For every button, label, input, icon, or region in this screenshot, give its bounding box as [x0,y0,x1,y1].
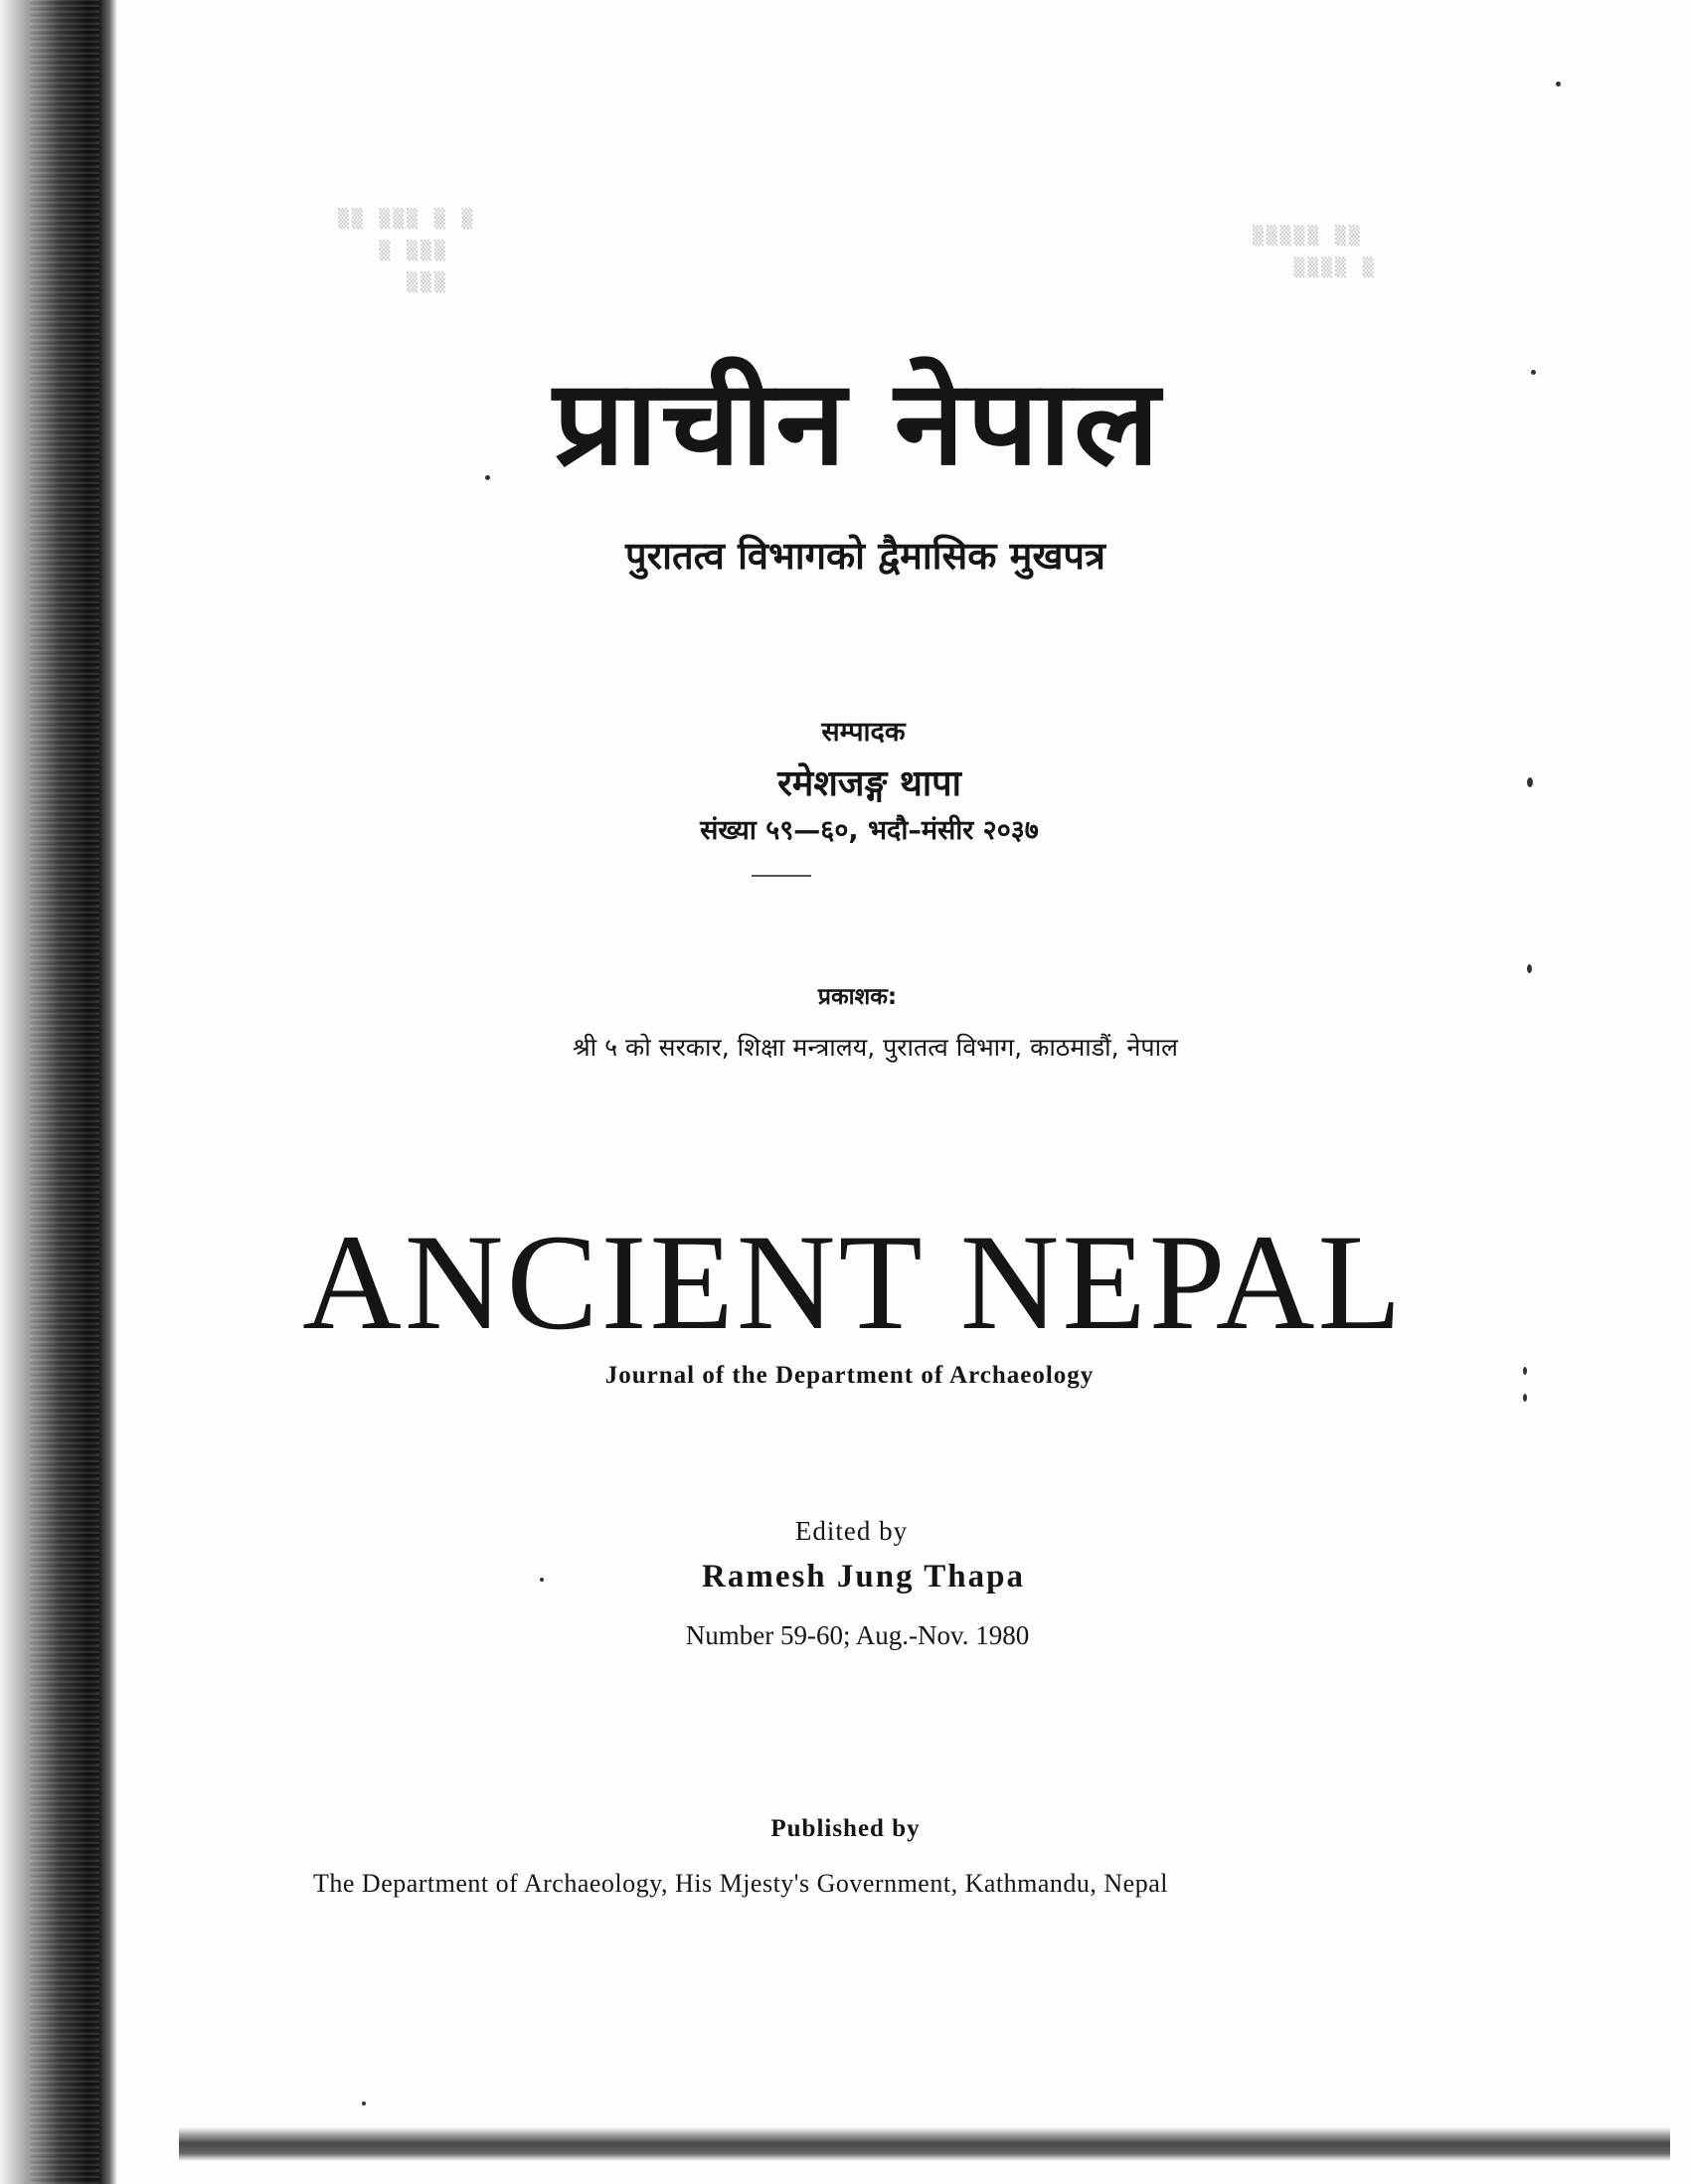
publisher-nepali: श्री ५ को सरकार, शिक्षा मन्त्रालय, पुरातत्व विभाग, काठमाडौं, नेपाल [572,1033,1178,1062]
scan-speck [485,475,490,480]
journal-subtitle: Journal of the Department of Archaeology [604,1362,1095,1389]
published-by-label: Published by [770,1815,921,1842]
editor-name: Ramesh Jung Thapa [702,1559,1025,1595]
journal-subtitle-nepali: पुरातत्व विभागको द्वैमासिक मुखपत्र [625,534,1105,578]
scan-speck [540,1578,544,1582]
faded-library-stamp: ▒▒▒▒▒ ▒▒ ▒▒▒▒ ▒ [1253,226,1377,278]
publisher-label-nepali: प्रकाशक: [817,984,898,1010]
issue-info: Number 59-60; Aug.-Nov. 1980 [685,1620,1030,1650]
scan-speck [1523,1367,1527,1375]
edited-by-label: Edited by [794,1516,909,1546]
editor-name-nepali: रमेशजङ्ग थापा [777,763,961,804]
scan-speck [1527,964,1532,973]
publisher: The Department of Archaeology, His Mjesty's Government, Kathmandu, Nepal [313,1869,1168,1898]
issue-info-nepali: संख्या ५९—६०, भदौ–मंसीर २०३७ [700,815,1039,846]
scan-speck [1523,1394,1527,1402]
faded-library-stamp: ▒▒ ▒▒▒ ▒ ▒ ▒ ▒▒▒ ▒▒▒ [338,209,476,293]
scan-noise [30,0,99,2184]
scanned-bottom-edge [179,2127,1670,2161]
scan-speck [1531,370,1536,375]
journal-title-nepali: प्राचीन नेपाल [553,354,1162,491]
scan-speck [1527,777,1533,787]
editor-label-nepali: सम्पादक [821,717,906,748]
scan-speck [1556,82,1561,86]
divider [752,875,811,877]
journal-title: ANCIENT NEPAL [302,1206,1405,1358]
scan-speck [362,2101,366,2105]
